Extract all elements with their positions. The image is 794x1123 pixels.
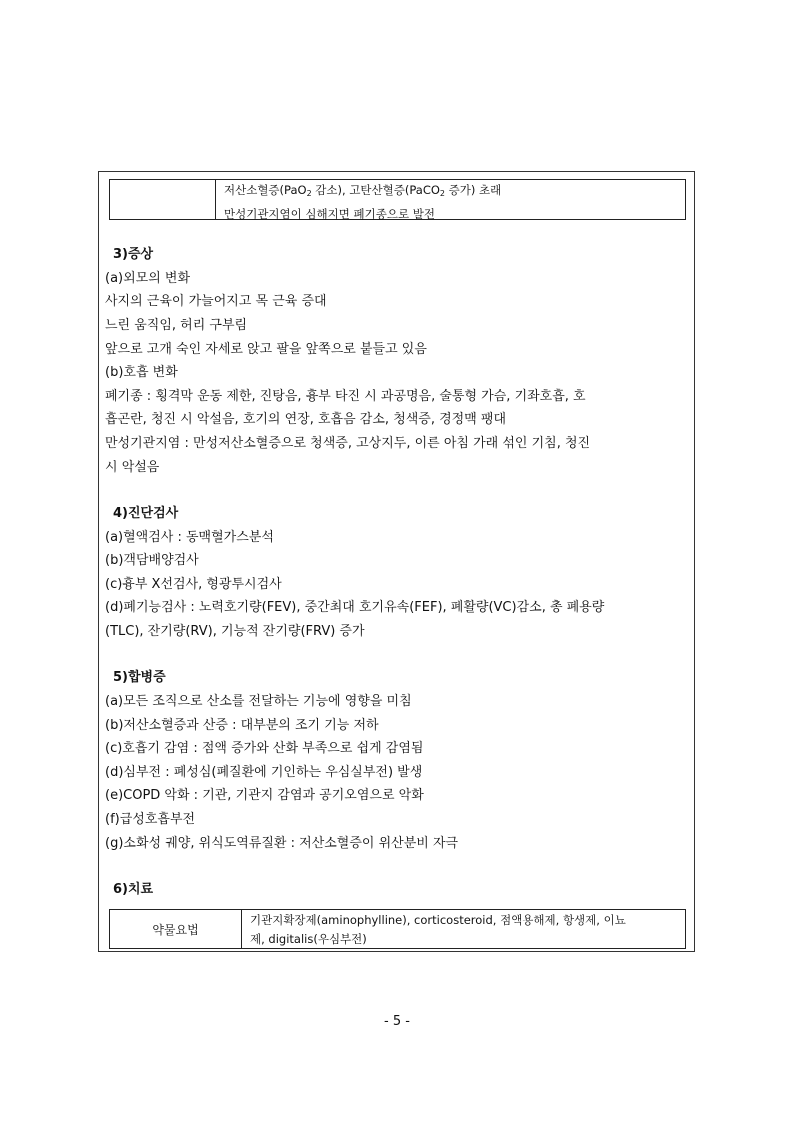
complication-line: (c)호흡기 감염 : 점액 증가와 산화 부족으로 쉽게 감염됨 [105, 741, 424, 756]
hypercapnia-text: 감소), 고탄산혈증(PaCO [311, 183, 440, 197]
section-title-complications: 5)합병증 [113, 670, 166, 685]
complication-line: (e)COPD 악화 : 기관, 기관지 감염과 공기오염으로 악화 [105, 788, 424, 803]
treatment-content [242, 910, 685, 948]
symptom-line: 앞으로 고개 숙인 자세로 앉고 팔을 앞쪽으로 붙들고 있음 [105, 342, 427, 357]
table-top-row-2: 만성기관지염이 심해지면 폐기종으로 발전 [224, 207, 435, 221]
treatment-line-1: 기관지확장제(aminophylline), corticosteroid, 점액용해제, 항생제, 이뇨 [250, 913, 626, 927]
symptom-line: 폐기종 : 횡격막 운동 제한, 진탕음, 흉부 타진 시 과공명음, 술통형 가슴, 기좌호흡, 호 [105, 389, 586, 404]
table-top-row-1 [224, 180, 685, 204]
section-title-treatment: 6)치료 [113, 882, 154, 897]
symptom-line: 흡곤란, 청진 시 악설음, 호기의 연장, 호흡음 감소, 청색증, 경정맥 팽대 [105, 412, 507, 427]
table-top [109, 179, 686, 220]
table-top-content [216, 180, 685, 219]
complication-line: (b)저산소혈증과 산증 : 대부분의 조기 기능 저하 [105, 718, 379, 733]
complication-line: (d)심부전 : 폐성심(폐질환에 기인하는 우심실부전) 발생 [105, 765, 423, 780]
table-treatment [109, 909, 686, 949]
symptom-line: 사지의 근육이 가늘어지고 목 근육 증대 [105, 294, 327, 309]
hypoxemia-text: 저산소혈증(PaO [224, 183, 307, 197]
treatment-line-2: 제, digitalis(우심부전) [250, 932, 367, 946]
complication-line: (g)소화성 궤양, 위식도역류질환 : 저산소혈증이 위산분비 자극 [105, 836, 459, 851]
section-title-diagnosis: 4)진단검사 [113, 506, 179, 521]
diagnosis-line: (b)객담배양검사 [105, 553, 199, 568]
diagnosis-line: (TLC), 잔기량(RV), 기능적 잔기량(FRV) 증가 [105, 624, 365, 639]
symptom-line: (a)외모의 변화 [105, 271, 191, 286]
table-top-empty-cell [110, 180, 216, 219]
symptom-line: (b)호흡 변화 [105, 365, 178, 380]
diagnosis-line: (d)폐기능검사 : 노력호기량(FEV), 중간최대 호기유속(FEF), 폐활량(VC)감소, 총 폐용량 [105, 600, 605, 615]
content-frame [98, 171, 695, 952]
diagnosis-line: (a)혈액검사 : 동맥혈가스분석 [105, 530, 274, 545]
increase-text: 증가) 초래 [445, 183, 502, 197]
section-title-symptoms: 3)증상 [113, 247, 154, 262]
symptom-line: 만성기관지염 : 만성저산소혈증으로 청색증, 고상지두, 이른 아침 가래 섞인 기침, 청진 [105, 436, 591, 451]
complication-line: (a)모든 조직으로 산소를 전달하는 기능에 영향을 미침 [105, 694, 412, 709]
complication-line: (f)급성호흡부전 [105, 812, 196, 827]
page-number: - 5 - [384, 1014, 410, 1029]
symptom-line: 느린 움직임, 허리 구부림 [105, 318, 248, 333]
subscript-2b: 2 [439, 189, 445, 198]
subscript-2: 2 [306, 189, 312, 198]
treatment-label: 약물요법 [110, 910, 242, 948]
symptom-line: 시 악설음 [105, 460, 160, 475]
diagnosis-line: (c)흉부 X선검사, 형광투시검사 [105, 577, 282, 592]
